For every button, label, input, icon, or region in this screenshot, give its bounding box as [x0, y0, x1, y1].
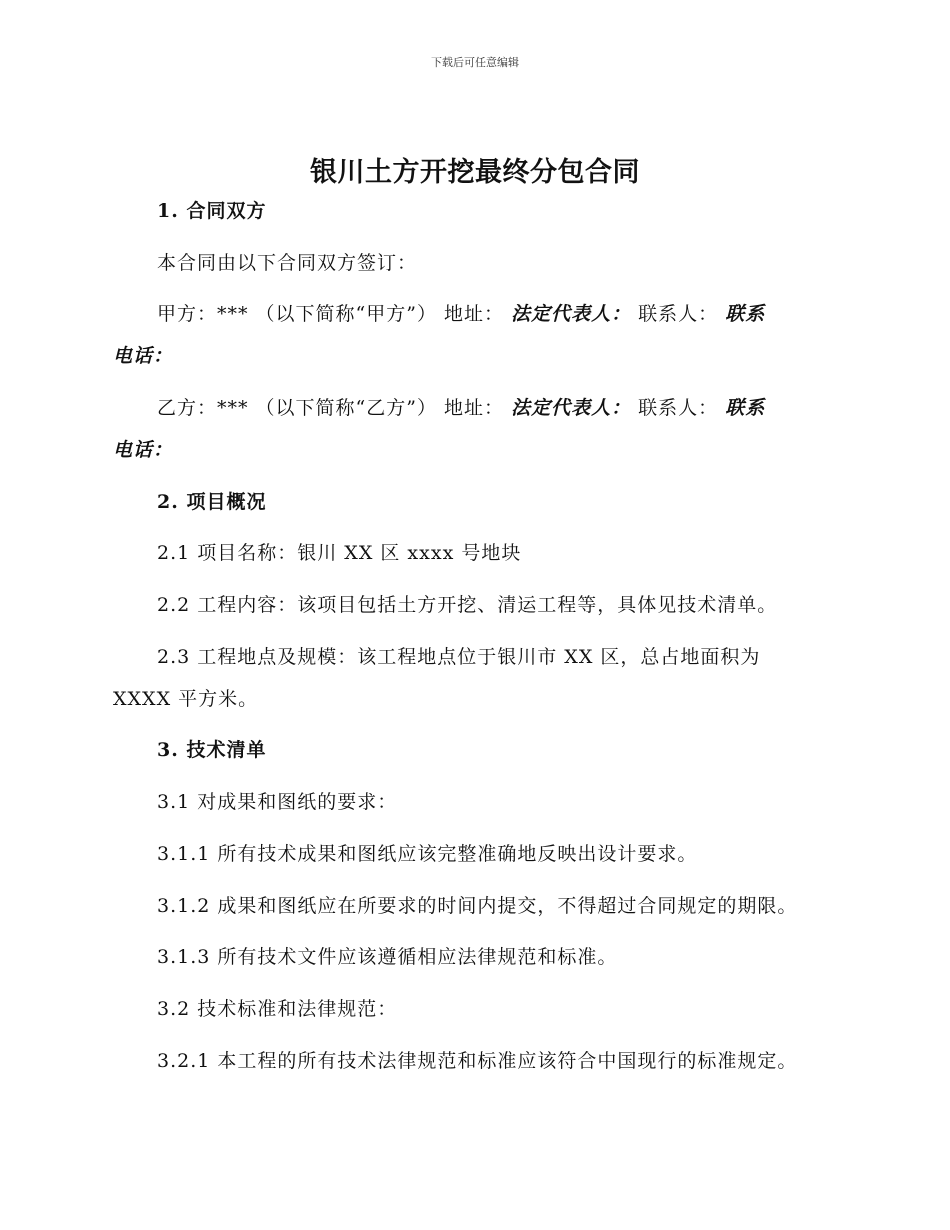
- document-title: 银川土方开挖最终分包合同: [310, 157, 640, 188]
- item-3-2-1: 3.2.1 本工程的所有技术法律规范和标准应该符合中国现行的标准规定。: [157, 1050, 798, 1072]
- section-2-heading: 2. 项目概况: [157, 491, 267, 513]
- party-a-line: [157, 301, 765, 327]
- party-b-phone-label-part1: 联系: [725, 397, 766, 419]
- party-b-prefix: 乙方：*** （以下简称“乙方”） 地址：: [157, 397, 505, 419]
- item-3-1-3: 3.1.3 所有技术文件应该遵循相应法律规范和标准。: [157, 946, 618, 968]
- party-a-legal-rep-label: 法定代表人：: [511, 303, 632, 325]
- item-2-2: 2.2 工程内容：该项目包括土方开挖、清运工程等，具体见技术清单。: [157, 594, 778, 616]
- item-2-1: 2.1 项目名称：银川 XX 区 xxxx 号地块: [157, 542, 522, 564]
- party-a-phone-label-part2: 电话：: [113, 345, 174, 367]
- item-2-3-line1: 2.3 工程地点及规模：该工程地点位于银川市 XX 区，总占地面积为: [157, 646, 761, 668]
- party-b-phone-label-part2: 电话：: [113, 439, 174, 461]
- item-3-1-1: 3.1.1 所有技术成果和图纸应该完整准确地反映出设计要求。: [157, 843, 698, 865]
- party-a-prefix: 甲方：*** （以下简称“甲方”） 地址：: [157, 303, 505, 325]
- item-3-2: 3.2 技术标准和法律规范：: [157, 998, 398, 1020]
- party-b-contact-label: 联系人：: [638, 397, 719, 419]
- page-header-note: 下载后可任意编辑: [431, 56, 519, 69]
- section-3-heading: 3. 技术清单: [157, 739, 267, 761]
- party-a-phone-label-part1: 联系: [725, 303, 766, 325]
- item-2-3-line2: XXXX 平方米。: [113, 688, 259, 710]
- item-3-1: 3.1 对成果和图纸的要求：: [157, 791, 398, 813]
- party-b-line: [157, 395, 765, 421]
- party-b-legal-rep-label: 法定代表人：: [511, 397, 632, 419]
- party-a-contact-label: 联系人：: [638, 303, 719, 325]
- section-1-heading: 1. 合同双方: [157, 200, 267, 222]
- section-1-intro: 本合同由以下合同双方签订：: [157, 252, 418, 274]
- item-3-1-2: 3.1.2 成果和图纸应在所要求的时间内提交，不得超过合同规定的期限。: [157, 895, 798, 917]
